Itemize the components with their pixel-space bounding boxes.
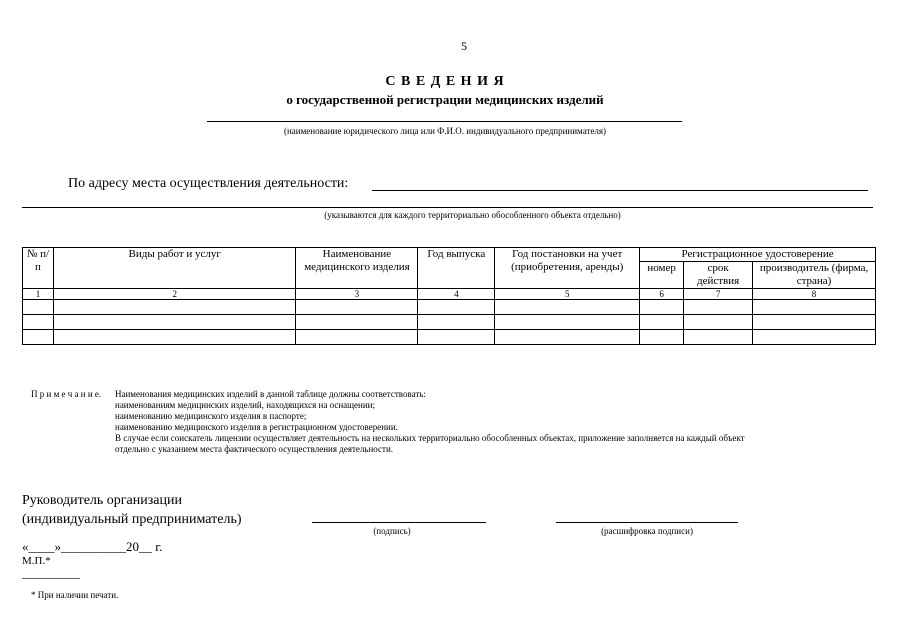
header-num: № п/п	[23, 248, 54, 289]
address-line-2	[22, 207, 873, 208]
page-subtitle: о государственной регистрации медицинских изделий	[286, 92, 604, 107]
header-works: Виды работ и услуг	[53, 248, 296, 289]
column-numbers-row	[23, 289, 876, 300]
address-line-1	[372, 190, 868, 191]
page-number: 5	[461, 39, 467, 53]
table-cell[interactable]	[53, 315, 296, 330]
column-number: 3	[296, 289, 418, 300]
decode-line	[556, 522, 738, 523]
table-cell[interactable]	[684, 315, 753, 330]
header-cert-maker: производитель (фирма, страна)	[753, 262, 876, 289]
table-cell[interactable]	[753, 315, 876, 330]
note-line: наименованию медицинского изделия в регистрационном удостоверении.	[115, 422, 398, 432]
table-cell[interactable]	[684, 300, 753, 315]
table-cell[interactable]	[23, 315, 54, 330]
column-number: 2	[53, 289, 296, 300]
note-line: Наименования медицинских изделий в данной таблице должны соответствовать:	[115, 389, 426, 399]
signature-line	[312, 522, 486, 523]
column-number: 5	[495, 289, 640, 300]
column-number: 8	[753, 289, 876, 300]
table-cell[interactable]	[23, 330, 54, 345]
table-cell[interactable]	[640, 315, 684, 330]
table-cell[interactable]	[495, 315, 640, 330]
table-cell[interactable]	[495, 300, 640, 315]
column-number: 1	[23, 289, 54, 300]
header-registration-year: Год постановки на учет (приобретения, аренды)	[495, 248, 640, 289]
note-label: П р и м е ч а н и е.	[31, 389, 102, 399]
table-row	[23, 315, 876, 330]
registration-table	[22, 247, 876, 345]
table-cell[interactable]	[640, 300, 684, 315]
column-number: 6	[640, 289, 684, 300]
table-cell[interactable]	[296, 300, 418, 315]
note-line: наименованиям медицинских изделий, находящихся на оснащении;	[115, 400, 375, 410]
note-line: отдельно с указанием места фактического осуществления деятельности.	[115, 444, 394, 454]
table-cell[interactable]	[418, 330, 495, 345]
note-line: В случае если соискатель лицензии осуществляет деятельность на нескольких территориально обособленных объектах, приложение заполняется на каждый объект	[115, 433, 745, 443]
head-line-1: Руководитель организации	[22, 493, 182, 508]
decode-caption: (расшифровка подписи)	[601, 526, 693, 536]
table-row	[23, 300, 876, 315]
header-device-name: Наименование медицинского изделия	[296, 248, 418, 289]
table-cell[interactable]	[418, 315, 495, 330]
table-cell[interactable]	[753, 300, 876, 315]
footnote: * При наличии печати.	[31, 590, 119, 600]
table-cell[interactable]	[640, 330, 684, 345]
head-title	[22, 491, 242, 529]
note-line: наименованию медицинского изделия в паспорте;	[115, 411, 307, 421]
footnote-divider	[22, 578, 80, 579]
table-cell[interactable]	[296, 315, 418, 330]
table-cell[interactable]	[53, 300, 296, 315]
table-cell[interactable]	[684, 330, 753, 345]
signature-caption: (подпись)	[373, 526, 411, 536]
table-cell[interactable]	[53, 330, 296, 345]
header-year: Год выпуска	[418, 248, 495, 289]
table-cell[interactable]	[418, 300, 495, 315]
header-certificate: Регистрационное удостоверение	[640, 248, 876, 262]
table-cell[interactable]	[23, 300, 54, 315]
address-label: По адресу места осуществления деятельности:	[68, 176, 349, 191]
table-cell[interactable]	[296, 330, 418, 345]
table-cell[interactable]	[495, 330, 640, 345]
head-line-2: (индивидуальный предприниматель)	[22, 512, 242, 527]
header-cert-number: номер	[640, 262, 684, 289]
table-row	[23, 330, 876, 345]
header-cert-term: срок действия	[684, 262, 753, 289]
signature-date: «____»__________20__ г.	[22, 539, 163, 554]
page-title: С В Е Д Е Н И Я	[385, 74, 505, 89]
address-caption: (указываются для каждого территориально обособленного объекта отдельно)	[324, 210, 621, 220]
table-cell[interactable]	[753, 330, 876, 345]
column-number: 7	[684, 289, 753, 300]
stamp-label: М.П.*	[22, 555, 51, 567]
entity-name-line	[207, 121, 682, 122]
column-number: 4	[418, 289, 495, 300]
entity-caption: (наименование юридического лица или Ф.И.О. индивидуального предпринимателя)	[283, 126, 607, 136]
note-text	[115, 389, 885, 455]
